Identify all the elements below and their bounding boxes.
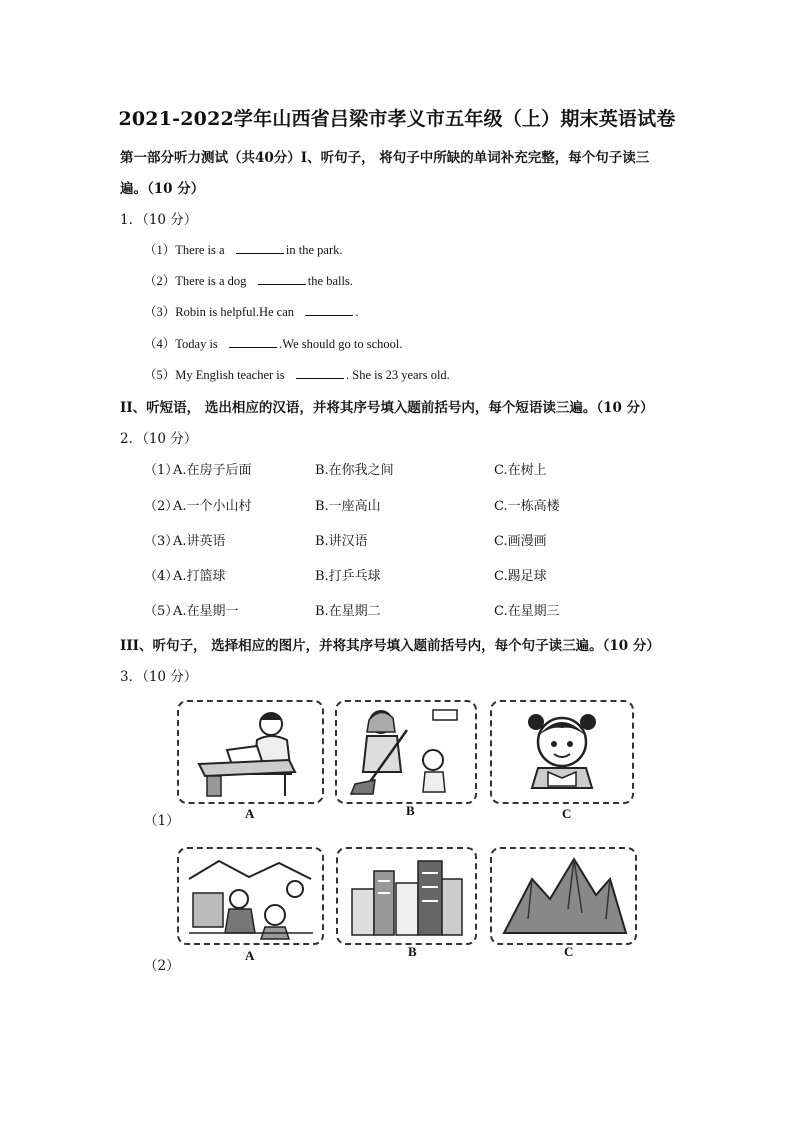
- item-pre: Today is: [175, 337, 218, 351]
- q2-row-3-option-a: A.讲英语: [173, 534, 226, 549]
- question-3-label: 3．（10 分）: [120, 669, 198, 685]
- item-post: the balls.: [307, 274, 353, 288]
- item-number: （3）: [144, 305, 176, 319]
- part3-heading: III、听句子， 选择相应的图片，并将其序号填入题前括号内，每个句子读三遍。（10 分）: [120, 638, 660, 654]
- q2-row-4-option-b: B.打乒乓球: [315, 569, 381, 584]
- question-1-label: 1．（10 分）: [120, 212, 198, 228]
- part1-heading-line1: 第一部分听力测试（共40分）I、听句子， 将句子中所缺的单词补充完整，每个句子读三: [120, 150, 650, 166]
- item-post: .We should go to school.: [279, 337, 403, 351]
- q2-row-1-option-b: B.在你我之间: [315, 463, 394, 478]
- picture-caption-b: B: [406, 803, 415, 818]
- picture-tall-buildings: [336, 847, 477, 945]
- item-post: in the park.: [285, 243, 343, 257]
- item-post: . She is 23 years old.: [346, 368, 450, 382]
- q2-row-1-option-a: A.在房子后面: [173, 463, 252, 478]
- picture-mother-sweeping: [335, 700, 477, 804]
- picture-caption-c: C: [562, 806, 572, 821]
- playground-illustration: [179, 849, 322, 943]
- q2-row-3-option-c: C.画漫画: [494, 534, 547, 549]
- q2-row-1-number: （1）: [144, 463, 179, 478]
- page-title: 2021-2022学年山西省吕梁市孝义市五年级（上）期末英语试卷: [118, 108, 676, 130]
- answer-blank[interactable]: [236, 241, 284, 254]
- girl-reading-illustration: [492, 702, 632, 802]
- part2-heading: II、听短语， 选出相应的汉语，并将其序号填入题前括号内，每个短语读三遍。（10 分）: [120, 400, 654, 416]
- q3-row-2-number: （2）: [144, 958, 180, 974]
- q2-row-4-option-a: A.打篮球: [173, 569, 226, 584]
- q2-row-2-option-a: A.一个小山村: [173, 499, 252, 514]
- item-number: （4）: [144, 337, 176, 351]
- q2-row-5-number: （5）: [144, 604, 179, 619]
- answer-blank[interactable]: [305, 303, 353, 316]
- q2-row-5-option-b: B.在星期二: [315, 604, 381, 619]
- picture-mountains: [490, 847, 637, 945]
- boy-reading-illustration: [179, 702, 322, 802]
- q1-item-5: [144, 365, 450, 383]
- q1-item-3: [144, 302, 359, 320]
- q2-row-3-number: （3）: [144, 534, 179, 549]
- city-buildings-illustration: [338, 849, 475, 943]
- picture-children-playing: [177, 847, 324, 945]
- item-number: （1）: [144, 243, 176, 257]
- mountains-illustration: [492, 849, 635, 943]
- answer-blank[interactable]: [296, 366, 344, 379]
- q2-row-1-option-c: C.在树上: [494, 463, 547, 478]
- answer-blank[interactable]: [258, 272, 306, 285]
- item-pre: There is a: [175, 243, 225, 257]
- picture-boy-reading: [177, 700, 324, 804]
- picture-caption-a: A: [245, 806, 255, 821]
- q2-row-5-option-a: A.在星期一: [173, 604, 239, 619]
- picture-caption-a: A: [245, 948, 255, 963]
- item-pre: My English teacher is: [175, 368, 285, 382]
- q1-item-4: [144, 334, 402, 352]
- q2-row-5-option-c: C.在星期三: [494, 604, 560, 619]
- q1-item-1: [144, 240, 343, 258]
- picture-caption-b: B: [408, 944, 417, 959]
- q2-row-2-option-c: C.一栋高楼: [494, 499, 560, 514]
- q1-item-2: [144, 271, 353, 289]
- item-post: .: [355, 305, 359, 319]
- item-pre: Robin is helpful.He can: [175, 305, 294, 319]
- part1-heading-line2: 遍。（10 分）: [120, 181, 205, 197]
- q2-row-3-option-b: B.讲汉语: [315, 534, 368, 549]
- sweeping-illustration: [337, 702, 475, 802]
- question-2-label: 2．（10 分）: [120, 431, 198, 447]
- picture-girl-reading: [490, 700, 634, 804]
- q2-row-4-option-c: C.踢足球: [494, 569, 547, 584]
- item-number: （2）: [144, 274, 176, 288]
- q2-row-2-option-b: B.一座高山: [315, 499, 381, 514]
- q2-row-4-number: （4）: [144, 569, 179, 584]
- item-pre: There is a dog: [175, 274, 247, 288]
- answer-blank[interactable]: [229, 335, 277, 348]
- picture-caption-c: C: [564, 944, 574, 959]
- item-number: （5）: [144, 368, 176, 382]
- q2-row-2-number: （2）: [144, 499, 179, 514]
- q3-row-1-number: （1）: [144, 813, 180, 829]
